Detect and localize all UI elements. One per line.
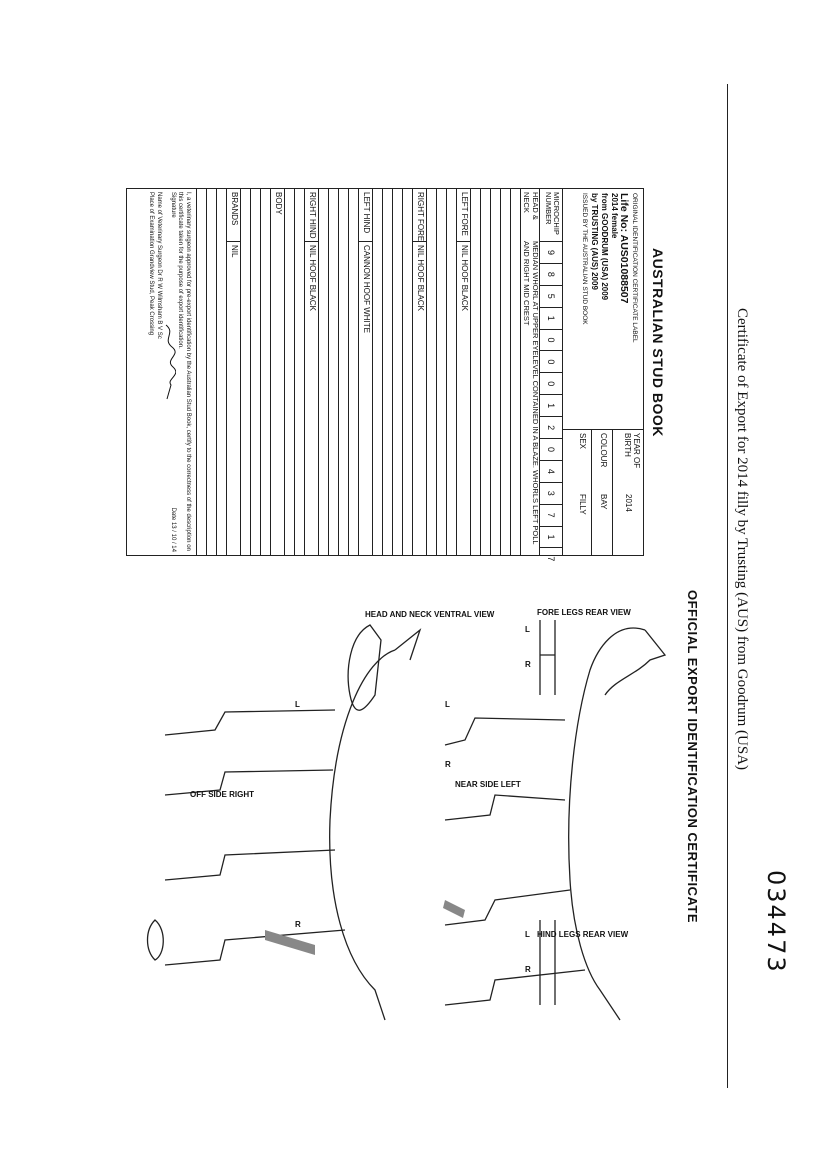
blank-line — [480, 189, 491, 555]
sex-label: SEX — [578, 433, 587, 450]
life-number: Life No: AUS01088507 — [618, 193, 630, 304]
blank-line — [250, 189, 261, 555]
blank-line — [402, 189, 413, 555]
sex-year-line: 2014 female — [610, 193, 619, 239]
year-of-birth-value: 2014 — [624, 494, 633, 512]
blank-line — [436, 189, 447, 555]
colour-value: BAY — [599, 494, 608, 510]
left-fore-label: LEFT FORE — [460, 192, 469, 236]
brands-value: NIL — [227, 241, 241, 257]
body-row — [270, 189, 285, 555]
blank-line — [446, 189, 457, 555]
head-neck-label: HEAD & NECK — [522, 192, 540, 220]
near-side-label: NEAR SIDE LEFT — [455, 780, 521, 789]
vet-declaration — [147, 192, 191, 552]
dam-line: from GOODRUM (USA) 2009 — [600, 193, 609, 301]
label-line: ORIGINAL IDENTIFICATION CERTIFICATE LABEL — [631, 193, 638, 343]
blank-line — [338, 189, 349, 555]
blank-line — [284, 189, 295, 555]
microchip-digit: 7 — [540, 504, 562, 526]
right-fore-label: RIGHT FORE — [416, 192, 425, 242]
examination-place: Place of Examination Grandview Stud, Peak Crossing — [148, 192, 155, 336]
microchip-digit: 0 — [540, 438, 562, 460]
signature-label: Signature — [170, 192, 176, 218]
signature-scribble — [162, 323, 176, 403]
declaration-text: I, a veterinary surgeon approved for pre-export identification by the Australian Stud Book, certify to the correctness of the description on this certificate taken for the purpose of export identification. — [177, 192, 191, 551]
colour-row — [591, 430, 612, 556]
document-caption: Certificate of Export for 2014 filly by Trusting (AUS) from Goodrum (USA) — [734, 308, 750, 771]
year-of-birth-row — [612, 430, 643, 556]
right-fore-value: NIL HOOF BLACK — [413, 241, 427, 311]
microchip-digit: 1 — [540, 526, 562, 548]
handwritten-number: 034473 — [762, 870, 790, 974]
horse-diagrams — [145, 600, 685, 1070]
blank-line — [196, 189, 207, 555]
blank-line — [216, 189, 227, 555]
microchip-digit: 7 — [540, 547, 562, 569]
date-value: 13 / 10 / 14 — [170, 521, 176, 552]
right-hind-value: NIL HOOF BLACK — [305, 241, 319, 311]
left-marker: L — [525, 625, 530, 634]
right-marker: R — [295, 920, 301, 929]
vet-name: Name of Veterinary Surgeon Dr R W Wilmsham B V Sc — [156, 192, 162, 339]
left-fore-value: NIL HOOF BLACK — [457, 241, 471, 311]
microchip-digit: 0 — [540, 350, 562, 372]
blank-line — [206, 189, 217, 555]
right-hind-label: RIGHT HIND — [308, 192, 317, 239]
blank-line — [348, 189, 359, 555]
microchip-digit: 9 — [540, 241, 562, 263]
blank-line — [470, 189, 481, 555]
left-fore-row — [456, 189, 471, 555]
left-hind-value: CANNON HOOF WHITE — [359, 241, 373, 333]
right-marker: R — [525, 660, 531, 669]
head-neck-view-label: HEAD AND NECK VENTRAL VIEW — [365, 610, 495, 619]
sex-value: FILLY — [578, 494, 587, 515]
left-marker: L — [445, 700, 450, 709]
sire-line: by TRUSTING (AUS) 2009 — [590, 193, 599, 290]
right-hind-row — [304, 189, 319, 555]
microchip-digit: 0 — [540, 329, 562, 351]
certificate-header — [579, 193, 639, 423]
horse-outline-drawing — [145, 600, 685, 1070]
signature-line — [162, 192, 176, 552]
off-side-label: OFF SIDE RIGHT — [190, 790, 254, 799]
left-hind-row — [358, 189, 373, 555]
blank-line — [382, 189, 393, 555]
date-label: Date — [170, 507, 176, 521]
left-marker: L — [295, 700, 300, 709]
body-label: BODY — [274, 192, 283, 215]
microchip-digit: 4 — [540, 460, 562, 482]
blank-line — [490, 189, 501, 555]
fore-legs-label: FORE LEGS REAR VIEW — [537, 608, 631, 617]
brands-label: BRANDS — [230, 192, 239, 226]
left-hind-label: LEFT HIND — [362, 192, 371, 234]
microchip-digits — [540, 241, 562, 569]
microchip-digit: 0 — [540, 372, 562, 394]
year-of-birth-label: YEAR OF BIRTH — [623, 433, 641, 469]
microchip-digit: 3 — [540, 482, 562, 504]
microchip-digit: 2 — [540, 416, 562, 438]
summary-box — [563, 429, 643, 556]
microchip-label: MICROCHIP NUMBER — [544, 192, 561, 235]
blank-line — [510, 189, 521, 555]
right-marker: R — [525, 965, 531, 974]
left-marker: L — [525, 930, 530, 939]
microchip-digit: 1 — [540, 394, 562, 416]
right-fore-row — [412, 189, 427, 555]
issued-by: ISSUED BY THE AUSTRALIAN STUD BOOK — [581, 193, 588, 325]
blank-line — [294, 189, 305, 555]
export-title: OFFICIAL EXPORT IDENTIFICATION CERTIFICATE — [685, 590, 700, 923]
blank-line — [500, 189, 511, 555]
hind-legs-label: HIND LEGS REAR VIEW — [537, 930, 629, 939]
brands-row — [226, 189, 241, 555]
microchip-digit: 5 — [540, 285, 562, 307]
margin-rule — [727, 84, 728, 1088]
certificate-form — [126, 188, 668, 562]
blank-line — [392, 189, 403, 555]
blank-line — [260, 189, 271, 555]
sex-row — [571, 430, 591, 556]
right-marker: R — [445, 760, 451, 769]
microchip-digit: 1 — [540, 307, 562, 329]
head-neck-value: MEDIAN WHORL AT UPPER EYELEVEL CONTAINED IN A BLAZE. WHORLS LEFT POLL AND RIGHT MID CREST — [522, 241, 540, 545]
blank-line — [372, 189, 383, 555]
blank-line — [328, 189, 339, 555]
blank-line — [426, 189, 437, 555]
microchip-digit: 8 — [540, 263, 562, 285]
head-neck-row — [520, 189, 541, 555]
blank-line — [240, 189, 251, 555]
certificate-title: AUSTRALIAN STUD BOOK — [650, 248, 666, 437]
colour-label: COLOUR — [599, 433, 608, 468]
microchip-row — [539, 189, 563, 562]
certificate-box — [126, 188, 644, 562]
blank-line — [318, 189, 329, 555]
